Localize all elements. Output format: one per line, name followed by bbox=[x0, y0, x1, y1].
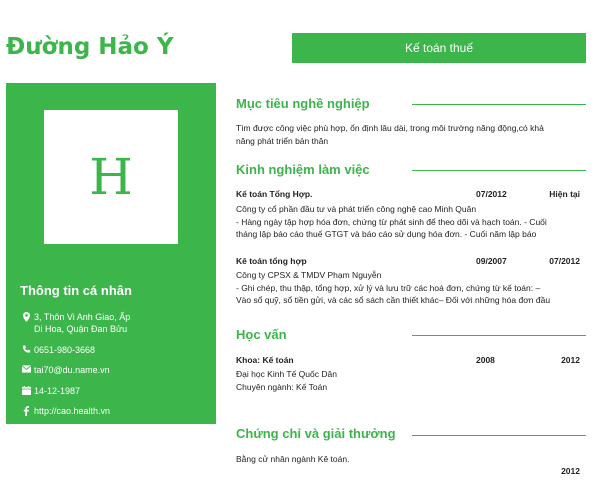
website-link[interactable]: http://cao.health.vn bbox=[34, 406, 111, 416]
experience-title: Kinh nghiệm làm việc bbox=[236, 162, 370, 177]
envelope-icon bbox=[20, 364, 32, 376]
education-body bbox=[236, 368, 586, 393]
experience-desc: tháng lập báo cáo thuế GTGT và báo cáo sử dụng hóa đơn. - Cuối năm lập báo bbox=[236, 229, 537, 239]
phone-icon bbox=[20, 344, 32, 356]
map-pin-icon bbox=[20, 311, 32, 335]
education-title: Học vấn bbox=[236, 327, 287, 342]
experience-desc: Vào sổ quỹ, sổ tiền gửi, và các sổ sách cần thiết khác– Đối với những hóa đơn đầu bbox=[236, 295, 551, 305]
calendar-icon bbox=[20, 385, 32, 397]
experience-desc: - Hàng ngày tập hợp hóa đơn, chứng từ phát sinh để theo dõi và hạch toán. - Cuối bbox=[236, 216, 547, 227]
objective-line2: năng phát triển bản thân bbox=[236, 135, 329, 146]
education-field: Chuyên ngành: Kế Toán bbox=[236, 381, 328, 392]
candidate-name: Đường Hảo Ý bbox=[6, 34, 174, 60]
experience-role: Kế toán Tổng Hợp. bbox=[236, 189, 313, 199]
objective-text bbox=[236, 122, 586, 147]
objective-title: Mục tiêu nghề nghiệp bbox=[236, 96, 370, 111]
education-header bbox=[236, 355, 586, 367]
birthday: 14-12-1987 bbox=[34, 386, 81, 396]
avatar-letter: H bbox=[89, 148, 133, 206]
certificate-item: Bằng cử nhân ngành Kê toán. bbox=[236, 454, 350, 464]
experience-item-2-header bbox=[236, 256, 586, 268]
birthday-row bbox=[20, 385, 80, 397]
experience-company: Công ty cổ phần đầu tư và phát triển công nghệ cao Minh Quân bbox=[236, 204, 477, 214]
job-title-bar bbox=[292, 33, 586, 63]
experience-desc: - Ghi chép, thu thập, tổng hợp, xử lý và lưu trữ các hoá đơn, chứng từ kế toán: – bbox=[236, 282, 541, 293]
education-end: 2012 bbox=[561, 355, 580, 365]
website-row bbox=[20, 405, 110, 417]
certificates-divider bbox=[412, 435, 586, 436]
address-line2: Di Hoa, Quận Đan Bửu bbox=[34, 324, 128, 334]
experience-item-1-body bbox=[236, 203, 586, 241]
experience-start: 07/2012 bbox=[476, 189, 507, 199]
experience-end: 07/2012 bbox=[549, 256, 580, 266]
objective-line1: Tìm được công việc phù hợp, ổn định lâu dài, trong môi trường năng động,có khả bbox=[236, 123, 544, 133]
phone-number: 0651-980-3668 bbox=[34, 345, 96, 355]
experience-start: 09/2007 bbox=[476, 256, 507, 266]
certificate-year: 2012 bbox=[561, 466, 580, 476]
phone-row bbox=[20, 344, 95, 356]
objective-divider bbox=[412, 104, 586, 105]
email-row bbox=[20, 364, 110, 376]
experience-company: Công ty CPSX & TMDV Phạm Nguyễn bbox=[236, 270, 382, 280]
experience-role: Kê toán tổng hợp bbox=[236, 256, 307, 266]
avatar bbox=[44, 110, 178, 244]
experience-divider bbox=[412, 170, 586, 171]
facebook-icon bbox=[20, 405, 32, 417]
address-line1: 3, Thôn Vi Anh Giao, Ấp bbox=[34, 312, 131, 322]
experience-item-1-header bbox=[236, 189, 586, 201]
education-start: 2008 bbox=[476, 355, 495, 365]
certificate-year-row bbox=[236, 466, 586, 478]
education-school: Đại học Kinh Tế Quốc Dân bbox=[236, 369, 337, 379]
education-major: Khoa: Kế toán bbox=[236, 355, 294, 365]
address-row bbox=[20, 311, 130, 335]
email-address[interactable]: tai70@du.name.vn bbox=[34, 365, 110, 375]
experience-item-2-body bbox=[236, 269, 586, 307]
experience-end: Hiện tại bbox=[549, 189, 580, 199]
personal-info-title: Thông tin cá nhân bbox=[20, 283, 132, 298]
certificates-title: Chứng chỉ và giải thưởng bbox=[236, 426, 396, 441]
education-divider bbox=[412, 335, 586, 336]
job-title: Kế toán thuế bbox=[404, 41, 474, 55]
sidebar bbox=[6, 83, 216, 424]
